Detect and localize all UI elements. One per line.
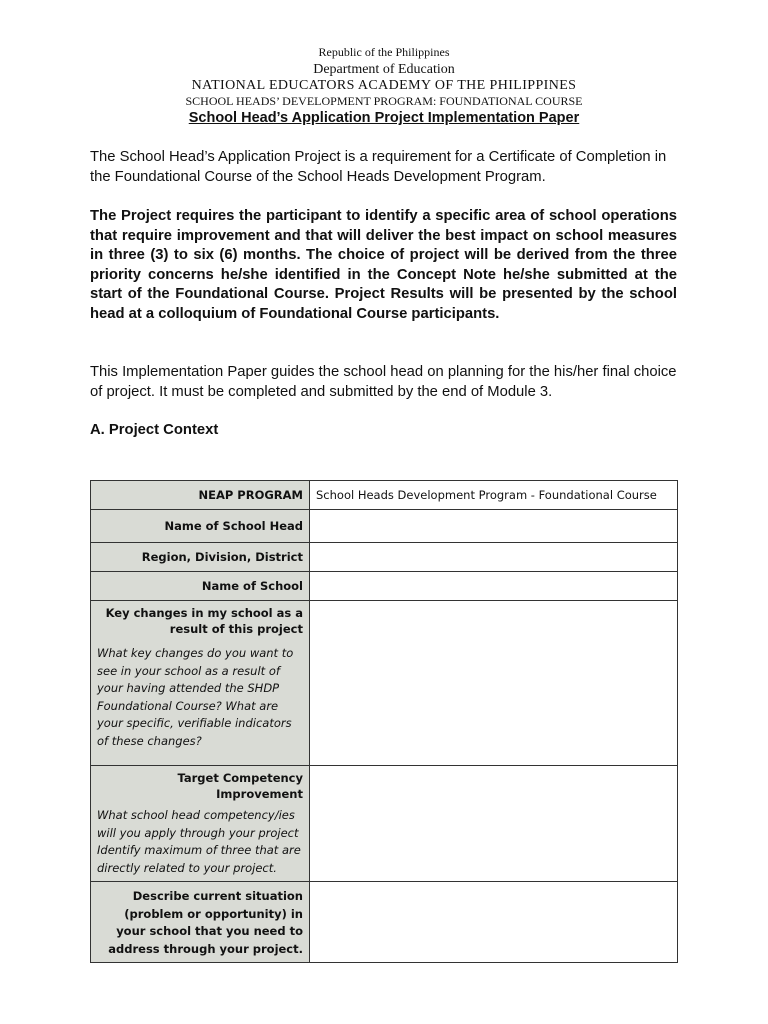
project-context-table (90, 480, 678, 963)
key-changes-field[interactable] (310, 601, 678, 766)
intro-paragraph-2: The Project requires the participant to identify a specific area of school operations that require improvement and that will deliver the best impact on school measures in three (3) to six (6) months. The choice of project will be derived from the three priority concerns he/she identified in the Concept Note he/she submitted at the start of the Foundational Course. Project Results will be presented by the school head at a colloquium of Foundational Course participants. (90, 208, 677, 322)
school-name-field[interactable] (310, 572, 678, 601)
table-row (91, 481, 678, 510)
key-changes-description: What key changes do you want to see in your school as a result of your having attended the SHDP Foundational Course? What are your specific, verifiable indicators of these changes? (97, 646, 294, 748)
row-label-target-competency (91, 766, 310, 882)
school-head-name-field[interactable] (310, 510, 678, 543)
table-row (91, 572, 678, 601)
row-label-school-head: Name of School Head (91, 510, 310, 543)
section-title-project-context: A. Project Context (90, 422, 219, 438)
page-title: School Head’s Application Project Implementation Paper (188, 110, 580, 126)
row-label-key-changes (91, 601, 310, 766)
row-label-neap-program: NEAP PROGRAM (91, 481, 310, 510)
header-republic: Republic of the Philippines (318, 45, 450, 59)
table-row (91, 543, 678, 572)
intro-paragraph-1: The School Head’s Application Project is a requirement for a Certificate of Completion in the Foundational Course of the School Heads Development Program. (90, 149, 667, 185)
table-row (91, 766, 678, 882)
row-label-region: Region, Division, District (91, 543, 310, 572)
header-program: SCHOOL HEADS’ DEVELOPMENT PROGRAM: FOUNDATIONAL COURSE (185, 94, 583, 108)
key-changes-title: Key changes in my school as a result of this project (105, 606, 303, 636)
row-label-current-situation: Describe current situation (problem or opportunity) in your school that you need to address through your project. (91, 882, 310, 963)
table-row (91, 510, 678, 543)
region-division-district-field[interactable] (310, 543, 678, 572)
intro-paragraph-3: This Implementation Paper guides the school head on planning for the his/her final choice of project. It must be completed and submitted by the end of Module 3. (90, 364, 677, 400)
row-label-school-name: Name of School (91, 572, 310, 601)
target-competency-description: What school head competency/ies will you apply through your project Identify maximum of three that are directly related to your project. (97, 808, 301, 875)
header-academy: NATIONAL EDUCATORS ACADEMY OF THE PHILIPPINES (191, 78, 577, 93)
target-competency-field[interactable] (310, 766, 678, 882)
target-competency-title: Target Competency Improvement (177, 771, 303, 801)
table-row (91, 601, 678, 766)
current-situation-field[interactable] (310, 882, 678, 963)
table-row (91, 882, 678, 963)
row-value-neap-program: School Heads Development Program - Foundational Course (310, 481, 678, 510)
header-department: Department of Education (313, 62, 455, 77)
